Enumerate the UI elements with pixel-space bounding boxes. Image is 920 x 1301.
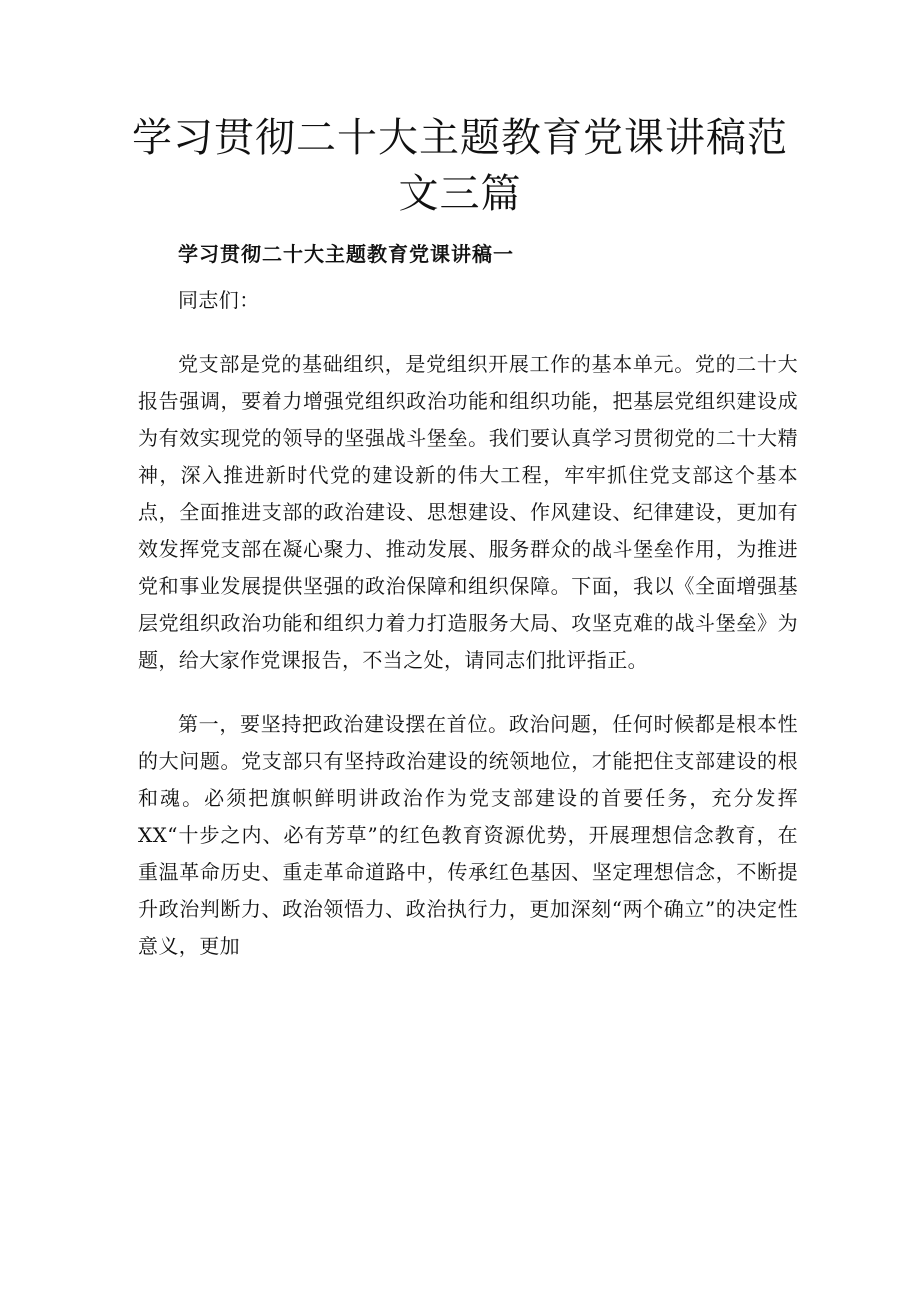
section-title: 学习贯彻二十大主题教育党课讲稿一 [178, 242, 514, 266]
document-title: 学习贯彻二十大主题教育党课讲稿范文三篇 [132, 115, 788, 217]
document-body [138, 282, 798, 992]
paragraph-2: 第一，要坚持把政治建设摆在首位。政治问题，任何时候都是根本性的大问题。党支部只有坚持政治建设的统领地位，才能把住支部建设的根和魂。必须把旗帜鲜明讲政治作为党支部建设的首要任务，充分发挥XX“十步之内、必有芳草”的红色教育资源优势，开展理想信念教育，在重温革命历史、重走革命道路中，传承红色基因、坚定理想信念，不断提升政治判断力、政治领悟力、政治执行力，更加深刻“两个确立”的决定性意义，更加 [138, 712, 798, 958]
paragraph-1: 党支部是党的基础组织，是党组织开展工作的基本单元。党的二十大报告强调，要着力增强党组织政治功能和组织功能，把基层党组织建设成为有效实现党的领导的坚强战斗堡垒。我们要认真学习贯彻党的二十大精神，深入推进新时代党的建设新的伟大工程，牢牢抓住党支部这个基本点，全面推进支部的政治建设、思想建设、作风建设、纪律建设，更加有效发挥党支部在凝心聚力、推动发展、服务群众的战斗堡垒作用，为推进党和事业发展提供坚强的政治保障和组织保障。下面，我以《全面增强基层党组织政治功能和组织力着力打造服务大局、攻坚克难的战斗堡垒》为题，给大家作党课报告，不当之处，请同志们批评指正。 [138, 352, 798, 672]
greeting: 同志们： [178, 288, 260, 312]
